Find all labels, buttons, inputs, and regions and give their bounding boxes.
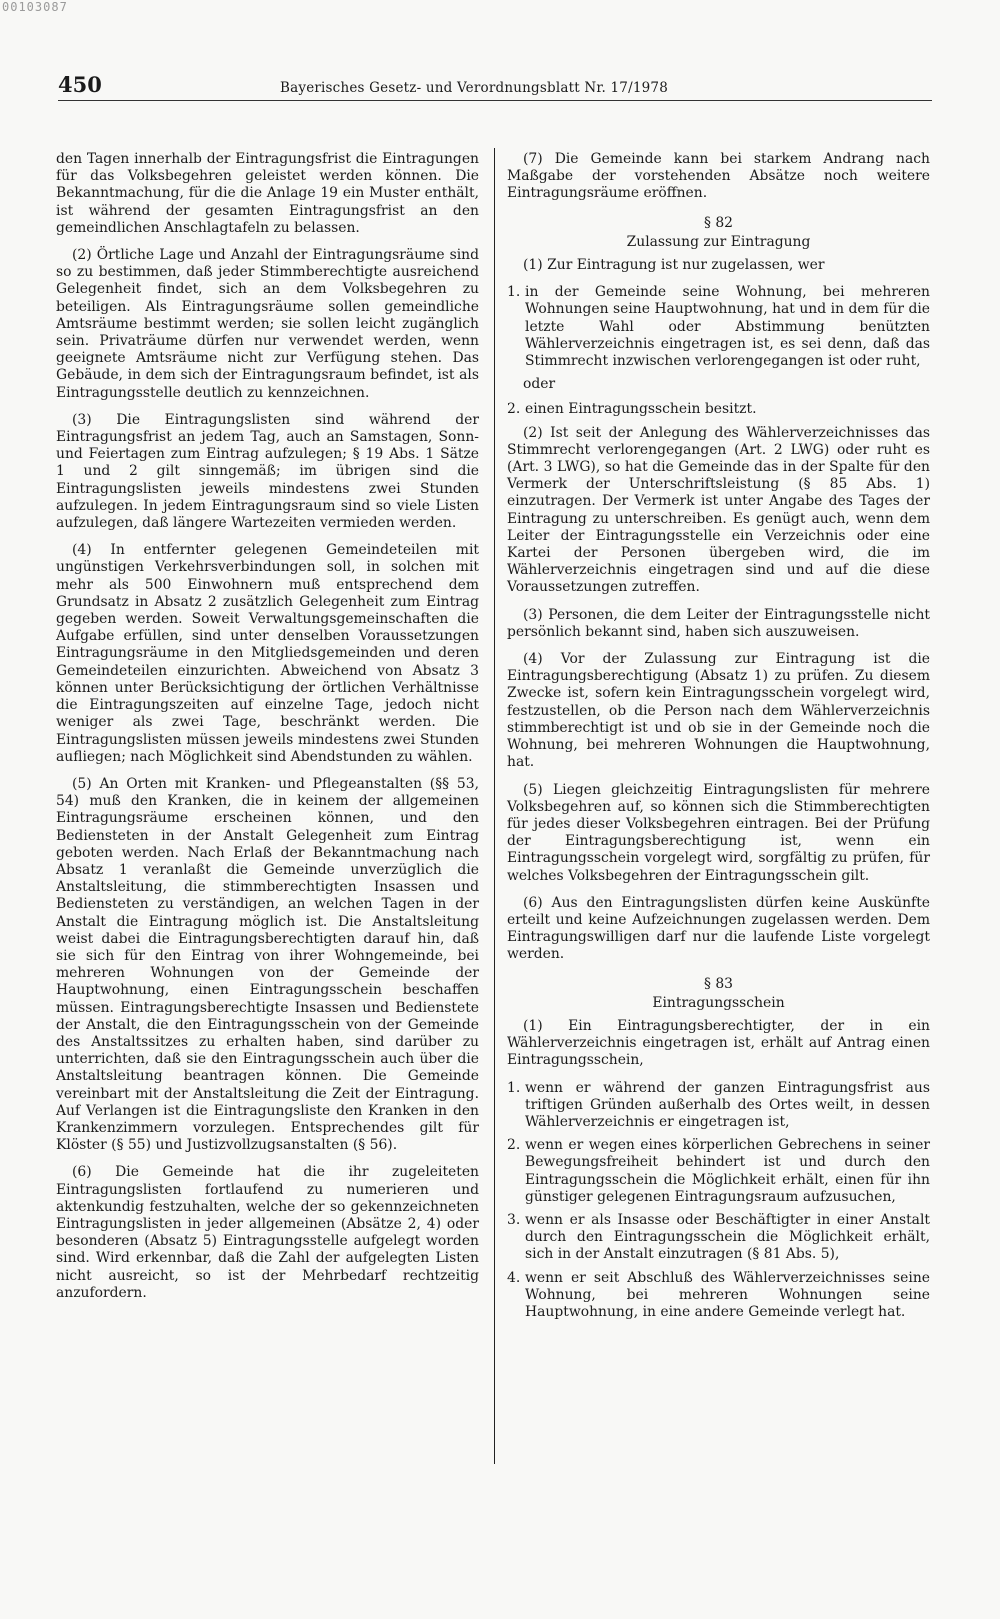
- list-item: [507, 1137, 930, 1206]
- list-item-text: wenn er seit Abschluß des Wählerverzeichnisses seine Wohnung, bei mehreren Wohnungen seine Hauptwohnung, in eine andere Gemeinde verlegt hat.: [525, 1269, 930, 1320]
- list-item-number: 1.: [507, 284, 521, 301]
- paragraph: (6) Die Gemeinde hat die ihr zugeleiteten Eintragungslisten fortlaufend zu numerieren und aktenkundig festzuhalten, welche der so gekennzeichneten Eintragungslisten in jeder allgemeinen (Absätze 2, 4) oder besonderen (Absatz 5) Eintragungsstelle aufgelegt worden sind. Wird erkennbar, daß die Zahl der aufgelegten Listen nicht ausreicht, so ist der Mehrbedarf rechtzeitig anzufordern.: [56, 1164, 479, 1301]
- left-column: [56, 151, 479, 1312]
- paragraph: (4) Vor der Zulassung zur Eintragung ist die Eintragungsberechtigung (Absatz 1) zu prüfen. Zu diesem Zwecke ist, sofern kein Eintragungsschein vorgelegt wird, festzustellen, ob die Person nach dem Wählerverzeichnis stimmberechtigt ist und ob sie in der Gemeinde noch die Wohnung, bei mehreren Wohnungen die Hauptwohnung, hat.: [507, 651, 930, 771]
- list-item: [507, 1212, 930, 1264]
- paragraph: (2) Ist seit der Anlegung des Wählerverzeichnisses das Stimmrecht verlorengegangen (Art. 2 LWG) oder ruht es (Art. 3 LWG), so hat die Gemeinde das in der Spalte für den Vermerk der Unterschriftsleistung (§ 85 Abs. 1) einzutragen. Der Vermerk ist unter Angabe des Tages der Eintragung zu unterschreiben. Es genügt auch, wenn dem Leiter der Eintragungsstelle ein Verzeichnis oder eine Kartei der Personen übergeben wird, die im Wählerverzeichnis eingetragen sind und auf die diese Voraussetzungen zutreffen.: [507, 424, 930, 596]
- paragraph: (4) In entfernter gelegenen Gemeindeteilen mit ungünstigen Verkehrsverbindungen soll, in solchen mit mehr als 500 Einwohnern muß entsprechend dem Grundsatz in Absatz 2 zusätzlich Gelegenheit zum Eintrag gegeben werden. Soweit Verwaltungsgemeinschaften die Aufgabe erfüllen, sind unter denselben Voraussetzungen Eintragungsräume in den Mitgliedsgemeinden und deren Gemeindeteilen einzurichten. Abweichend von Absatz 3 können unter Berücksichtigung der örtlichen Verhältnisse die Eintragungszeiten auf einzelne Tage, jedoch nicht weniger als zwei Tage, beschränkt werden. Die Eintragungslisten müssen jeweils mindestens zwei Stunden aufliegen; nach Möglichkeit sind Abendstunden zu wählen.: [56, 542, 479, 765]
- list-item-number: 3.: [507, 1211, 521, 1228]
- list-item: [507, 284, 930, 370]
- section-number: § 83: [703, 975, 734, 992]
- section-title: Eintragungsschein: [652, 994, 785, 1011]
- paragraph: den Tagen innerhalb der Eintragungsfrist die Eintragungen für das Volksbegehren geleistet werden können. Die Bekanntmachung, für die die Anlage 19 ein Muster enthält, ist während der gesamten Eintragungsfrist an den gemeindlichen Anschlagtafeln zu belassen.: [56, 151, 479, 236]
- connector-word: oder: [523, 376, 556, 393]
- list-item: [507, 1080, 930, 1132]
- list-item-number: 4.: [507, 1269, 521, 1286]
- paragraph: (2) Örtliche Lage und Anzahl der Eintragungsräume sind so zu bestimmen, daß jeder Stimmberechtigte ausreichend Gelegenheit findet, sich an dem Volksbegehren zu beteiligen. Als Eintragungsräume sollen gemeindliche Amtsräume bestimmt werden; sie sollen leicht zugänglich sein. Privaträume dürfen nur verwendet werden, wenn geeignete Amtsräume nicht zur Verfügung stehen. Das Gebäude, in dem sich der Eintragungsraum befindet, ist als Eintragungsstelle deutlich zu kennzeichnen.: [56, 247, 479, 401]
- section-number: § 82: [703, 214, 734, 231]
- page-header: [58, 72, 932, 101]
- paragraph: (3) Personen, die dem Leiter der Eintragungsstelle nicht persönlich bekannt sind, haben sich auszuweisen.: [507, 606, 930, 640]
- paragraph: (5) An Orten mit Kranken- und Pflegeanstalten (§§ 53, 54) muß den Kranken, die in keinem der allgemeinen Eintragungsräume erscheinen können, und den Bediensteten in der Anstalt Gelegenheit zum Eintrag geboten werden. Nach Erlaß der Bekanntmachung nach Absatz 1 veranlaßt die Gemeinde unverzüglich die Anstaltsleitung, die stimmberechtigten Insassen und Bediensteten zu verständigen, an welchen Tagen in der Anstalt die Eintragung möglich ist. Die Anstaltsleitung weist dabei die Eintragungsberechtigten darauf hin, daß sie sich für den Eintrag von ihrer Wohngemeinde, bei mehreren Wohnungen von der Gemeinde der Hauptwohnung, einen Eintragungsschein beschaffen müssen. Eintragungsberechtigte Insassen und Bedienstete der Anstalt, die den Eintragungsschein von der Gemeinde des Anstaltssitzes zu erhalten haben, sind darüber zu unterrichten, daß sie den Eintragungsschein auch über die Anstaltsleitung beantragen können. Die Gemeinde vereinbart mit der Anstaltsleitung die Zeit der Eintragung. Auf Verlangen ist die Eintragungsliste den Kranken in den Krankenzimmern vorzulegen. Entsprechendes gilt für Klöster (§ 55) und Justizvollzugsanstalten (§ 56).: [56, 775, 479, 1154]
- section-title: Zulassung zur Eintragung: [626, 233, 811, 250]
- list-item-text: wenn er während der ganzen Eintragungsfrist aus triftigen Gründen außerhalb des Ortes weilt, in dessen Wählerverzeichnis er eingetragen ist,: [525, 1079, 930, 1130]
- list-item-text: in der Gemeinde seine Wohnung, bei mehreren Wohnungen seine Hauptwohnung, hat und in dem für die letzte Wahl oder Abstimmung benützten Wählerverzeichnis eingetragen ist, es sei denn, daß das Stimmrecht inzwischen verlorengegangen ist oder ruht,: [525, 284, 930, 370]
- paragraph: (5) Liegen gleichzeitig Eintragungslisten für mehrere Volksbegehren auf, so können sich die Stimmberechtigten für jedes dieser Volksbegehren eintragen. Bei der Prüfung der Eintragungsberechtigung ist, wenn ein Eintragungsschein vorgelegt wird, sorgfältig zu prüfen, für welches Volksbegehren der Eintragungsschein gilt.: [507, 781, 930, 884]
- list-item-number: 1.: [507, 1079, 521, 1096]
- list-item-text: einen Eintragungsschein besitzt.: [525, 401, 757, 418]
- paragraph: (7) Die Gemeinde kann bei starkem Andrang nach Maßgabe der vorstehenden Absätze noch weitere Eintragungsräume eröffnen.: [507, 151, 930, 202]
- running-title: Bayerisches Gesetz- und Verordnungsblatt Nr. 17/1978: [280, 80, 668, 96]
- paragraph: (3) Die Eintragungslisten sind während der Eintragungsfrist an jedem Tag, auch an Samstagen, Sonn- und Feiertagen zum Eintrag aufzulegen; § 19 Abs. 1 Sätze 1 und 2 gilt sinngemäß; im übrigen sind die Eintragungslisten jeweils mindestens zwei Stunden aufzulegen. In jedem Eintragungsraum sind so viele Listen aufzulegen, daß längere Wartezeiten vermieden werden.: [56, 411, 479, 532]
- page-number: 450: [58, 72, 102, 97]
- list-item-text: wenn er wegen eines körperlichen Gebrechens in seiner Bewegungsfreiheit behindert ist und durch den Eintragungsschein die Möglichkeit erhält, einen für ihn günstiger gelegenen Eintragungsraum aufzusuchen,: [525, 1137, 930, 1205]
- list-item-number: 2.: [507, 1137, 521, 1154]
- list-item-text: wenn er als Insasse oder Beschäftigter in einer Anstalt durch den Eintragungsschein die Möglichkeit erhält, sich in der Anstalt einzutragen (§ 81 Abs. 5),: [525, 1211, 930, 1263]
- column-divider: [494, 148, 495, 1464]
- paragraph: (6) Aus den Eintragungslisten dürfen keine Auskünfte erteilt und keine Aufzeichnungen zugelassen werden. Dem Eintragungswilligen darf nur die laufende Liste vorgelegt werden.: [507, 894, 930, 963]
- list-item: [507, 401, 930, 418]
- right-column: [507, 151, 930, 1327]
- paragraph: (1) Zur Eintragung ist nur zugelassen, wer: [523, 257, 825, 274]
- list-item-number: 2.: [507, 401, 521, 418]
- paragraph: (1) Ein Eintragungsberechtigter, der in ein Wählerverzeichnis eingetragen ist, erhält auf Antrag einen Eintragungsschein,: [507, 1017, 930, 1069]
- archive-stamp: 00103087: [2, 0, 68, 14]
- list-item: [507, 1270, 930, 1322]
